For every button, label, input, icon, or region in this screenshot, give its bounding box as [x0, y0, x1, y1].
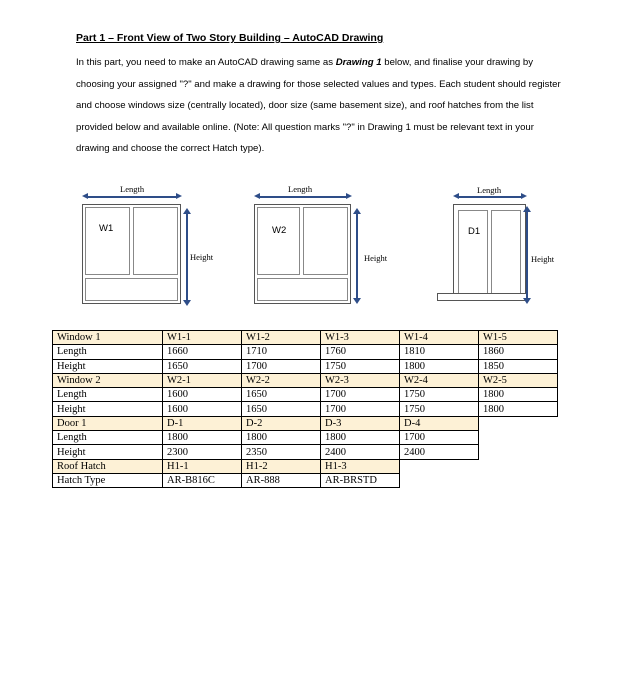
- instructions-text-1: In this part, you need to make an AutoCAD drawing same as: [76, 57, 336, 68]
- table-row: [53, 345, 558, 359]
- value-cell: 1750: [400, 402, 479, 416]
- specification-table-body: [53, 331, 558, 488]
- row-label-cell: Height: [53, 445, 163, 459]
- table-row: [53, 416, 558, 430]
- table-row: [53, 431, 558, 445]
- row-label-cell: Door 1: [53, 416, 163, 430]
- w1-bottom-panel: [85, 278, 178, 301]
- row-label-cell: Roof Hatch: [53, 459, 163, 473]
- empty-cell: [479, 473, 558, 487]
- value-cell: 1650: [242, 388, 321, 402]
- row-label-cell: Height: [53, 359, 163, 373]
- value-cell: 1800: [400, 359, 479, 373]
- d1-left-leaf: [458, 210, 488, 294]
- row-label-cell: Height: [53, 402, 163, 416]
- table-row: [53, 373, 558, 387]
- value-cell: W2-1: [163, 373, 242, 387]
- value-cell: 1660: [163, 345, 242, 359]
- value-cell: 1860: [479, 345, 558, 359]
- value-cell: W1-1: [163, 331, 242, 345]
- w1-height-dimension: [186, 213, 188, 301]
- value-cell: 1650: [242, 402, 321, 416]
- value-cell: AR-888: [242, 473, 321, 487]
- empty-cell: [400, 473, 479, 487]
- w1-height-arrow-down: [183, 300, 191, 306]
- w2-height-dimension: [356, 213, 358, 299]
- w1-height-label: Height: [190, 252, 214, 262]
- w2-length-label: Length: [288, 184, 313, 194]
- row-label-cell: Window 1: [53, 331, 163, 345]
- page-heading: Part 1 – Front View of Two Story Building – AutoCAD Drawing: [76, 32, 384, 44]
- d1-label: D1: [468, 226, 481, 237]
- value-cell: D-4: [400, 416, 479, 430]
- d1-length-dimension: [457, 196, 523, 198]
- row-label-cell: Length: [53, 431, 163, 445]
- table-row: [53, 402, 558, 416]
- value-cell: 1710: [242, 345, 321, 359]
- specification-table: [52, 330, 558, 488]
- value-cell: 1800: [163, 431, 242, 445]
- value-cell: 1810: [400, 345, 479, 359]
- value-cell: AR-B816C: [163, 473, 242, 487]
- table-row: [53, 459, 558, 473]
- value-cell: 1700: [242, 359, 321, 373]
- value-cell: W1-2: [242, 331, 321, 345]
- w1-length-arrow-right: [176, 193, 182, 199]
- value-cell: H1-2: [242, 459, 321, 473]
- value-cell: W2-4: [400, 373, 479, 387]
- table-row: [53, 359, 558, 373]
- w1-length-label: Length: [120, 184, 145, 194]
- value-cell: 1800: [479, 388, 558, 402]
- value-cell: 2400: [321, 445, 400, 459]
- d1-right-leaf: [491, 210, 521, 294]
- row-label-cell: Window 2: [53, 373, 163, 387]
- w1-length-dimension: [86, 196, 178, 198]
- instructions-text-2: below, and finalise your drawing by choosing your assigned "?" and make a drawing for those selected values and types. Each student should register and choose windows size (centrally located), door size (same basement size), and roof hatches from the list provided below and available online. (Note: All question marks "?" in Drawing 1 must be relevant text in your drawing and choose the correct Hatch type).: [76, 57, 561, 154]
- d1-height-label: Height: [531, 254, 555, 264]
- value-cell: 1800: [321, 431, 400, 445]
- w2-height-label: Height: [364, 253, 388, 263]
- w2-length-dimension: [258, 196, 348, 198]
- value-cell: 1760: [321, 345, 400, 359]
- value-cell: 1750: [400, 388, 479, 402]
- value-cell: 1800: [242, 431, 321, 445]
- w2-right-sash: [303, 207, 348, 275]
- value-cell: 1700: [321, 402, 400, 416]
- w2-label: W2: [272, 225, 287, 236]
- table-row: [53, 331, 558, 345]
- value-cell: 1700: [400, 431, 479, 445]
- w1-label: W1: [99, 223, 114, 234]
- empty-cell: [479, 416, 558, 430]
- d1-length-arrow-right: [521, 193, 527, 199]
- value-cell: D-3: [321, 416, 400, 430]
- w1-left-sash: [85, 207, 130, 275]
- w2-height-arrow-down: [353, 298, 361, 304]
- d1-height-arrow-down: [523, 298, 531, 304]
- d1-height-dimension: [526, 211, 528, 299]
- table-row: [53, 388, 558, 402]
- empty-cell: [479, 459, 558, 473]
- value-cell: 1600: [163, 402, 242, 416]
- d1-length-label: Length: [477, 185, 502, 195]
- value-cell: D-1: [163, 416, 242, 430]
- empty-cell: [400, 459, 479, 473]
- value-cell: 1800: [479, 402, 558, 416]
- value-cell: 1600: [163, 388, 242, 402]
- w2-bottom-panel: [257, 278, 348, 301]
- empty-cell: [479, 431, 558, 445]
- drawing-1-reference: Drawing 1: [335, 57, 382, 68]
- value-cell: W1-3: [321, 331, 400, 345]
- value-cell: W1-5: [479, 331, 558, 345]
- table-row: [53, 473, 558, 487]
- value-cell: 2400: [400, 445, 479, 459]
- w2-length-arrow-right: [346, 193, 352, 199]
- value-cell: W2-5: [479, 373, 558, 387]
- row-label-cell: Length: [53, 388, 163, 402]
- value-cell: 2350: [242, 445, 321, 459]
- row-label-cell: Hatch Type: [53, 473, 163, 487]
- value-cell: W1-4: [400, 331, 479, 345]
- table-row: [53, 445, 558, 459]
- value-cell: 2300: [163, 445, 242, 459]
- row-label-cell: Length: [53, 345, 163, 359]
- value-cell: 1850: [479, 359, 558, 373]
- value-cell: W2-2: [242, 373, 321, 387]
- w1-right-sash: [133, 207, 178, 275]
- instructions-paragraph: [76, 52, 562, 160]
- empty-cell: [479, 445, 558, 459]
- value-cell: H1-1: [163, 459, 242, 473]
- value-cell: AR-BRSTD: [321, 473, 400, 487]
- value-cell: W2-3: [321, 373, 400, 387]
- value-cell: D-2: [242, 416, 321, 430]
- w2-left-sash: [257, 207, 300, 275]
- value-cell: 1700: [321, 388, 400, 402]
- value-cell: H1-3: [321, 459, 400, 473]
- value-cell: 1750: [321, 359, 400, 373]
- d1-base: [437, 293, 527, 301]
- value-cell: 1650: [163, 359, 242, 373]
